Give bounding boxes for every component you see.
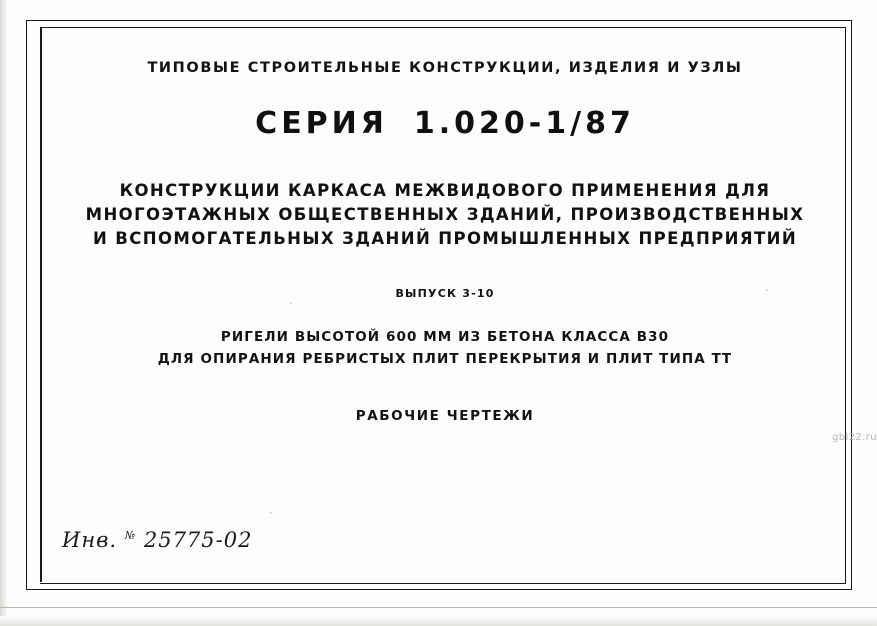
drawing-frame-binding-edge <box>40 27 42 582</box>
inventory-symbol: № <box>124 529 137 542</box>
series-line <box>60 106 830 141</box>
document-title-line-1: КОНСТРУКЦИИ КАРКАСА МЕЖВИДОВОГО ПРИМЕНЕНИЯ ДЛЯ <box>119 181 771 200</box>
issue-label: ВЫПУСК 3-10 <box>395 287 495 300</box>
document-heading: ТИПОВЫЕ СТРОИТЕЛЬНЫЕ КОНСТРУКЦИИ, ИЗДЕЛИЯ И УЗЛЫ <box>147 60 743 76</box>
description-line-2: ДЛЯ ОПИРАНИЯ РЕБРИСТЫХ ПЛИТ ПЕРЕКРЫТИЯ И ПЛИТ ТИПА ТТ <box>157 351 733 367</box>
document-description <box>60 326 830 370</box>
document-title <box>60 179 830 251</box>
scan-edge-bottom <box>0 616 877 626</box>
inventory-prefix: Инв. <box>62 528 118 552</box>
inventory-value: 25775-02 <box>143 528 253 552</box>
inventory-number <box>62 528 252 552</box>
document-title-line-3: И ВСПОМОГАТЕЛЬНЫХ ЗДАНИЙ ПРОМЫШЛЕННЫХ ПРЕДПРИЯТИЙ <box>92 229 798 248</box>
series-label: СЕРИЯ <box>255 106 388 141</box>
watermark: gbi22.ru <box>832 432 877 443</box>
document-title-line-2: МНОГОЭТАЖНЫХ ОБЩЕСТВЕННЫХ ЗДАНИЙ, ПРОИЗВОДСТВЕННЫХ <box>85 205 805 224</box>
document-type: РАБОЧИЕ ЧЕРТЕЖИ <box>355 408 535 424</box>
scan-edge-line <box>0 607 877 608</box>
description-line-1: РИГЕЛИ ВЫСОТОЙ 600 ММ ИЗ БЕТОНА КЛАССА В30 <box>220 329 670 345</box>
series-number: 1.020-1/87 <box>413 106 635 141</box>
scan-edge-left <box>0 0 8 626</box>
title-block <box>60 40 830 570</box>
